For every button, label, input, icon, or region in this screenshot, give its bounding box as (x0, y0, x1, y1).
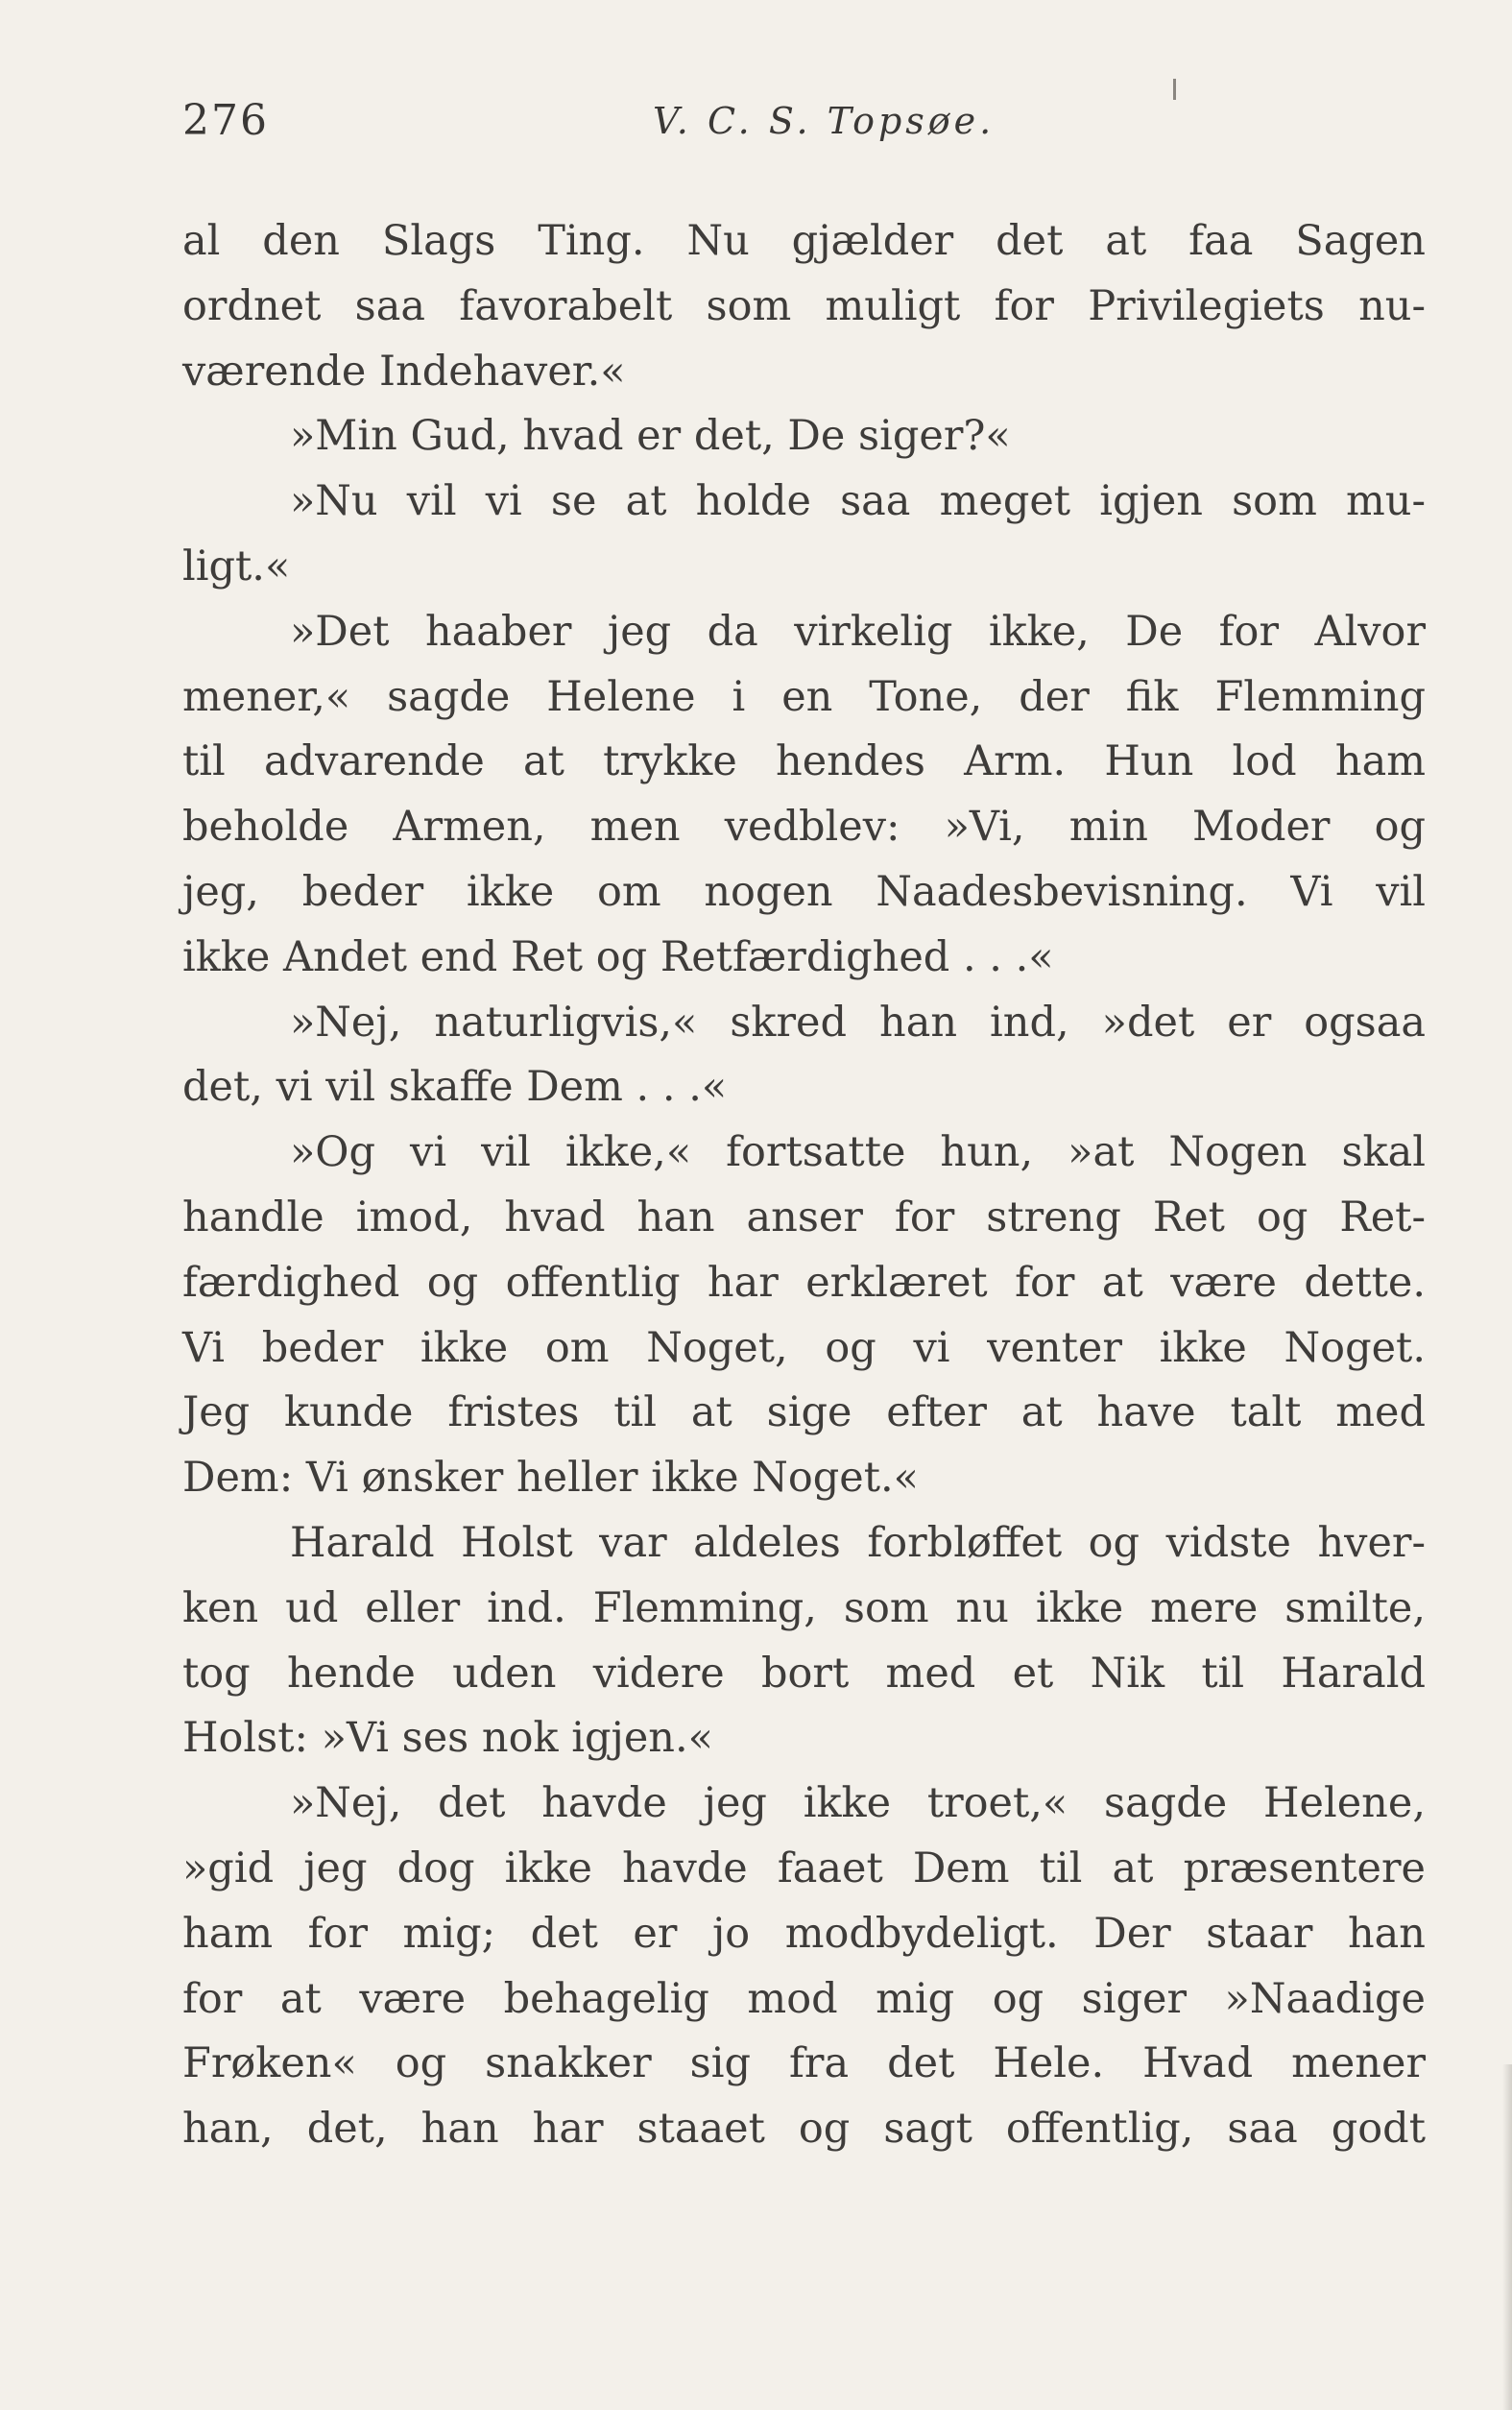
text-line: færdighed og offentlig har erklæret for at være dette. (182, 1258, 1426, 1307)
text-line: ikke Andet end Ret og Retfærdighed . . .« (182, 932, 1054, 981)
text-line: »Nu vil vi se at holde saa meget igjen som mu- (290, 477, 1426, 526)
text-line: han, det, han har staaet og sagt offentlig, saa godt (182, 2105, 1426, 2154)
print-mark (1173, 79, 1176, 100)
page-edge-shadow (1502, 2064, 1512, 2410)
text-line: beholde Armen, men vedblev: »Vi, min Moder og (182, 803, 1426, 852)
text-line: Holst: »Vi ses nok igjen.« (182, 1714, 713, 1763)
text-line: jeg, beder ikke om nogen Naadesbevisning. Vi vil (182, 867, 1426, 916)
text-line: handle imod, hvad han anser for streng Ret og Ret- (182, 1193, 1426, 1241)
text-line: »Min Gud, hvad er det, De siger?« (290, 412, 1011, 461)
text-line: tog hende uden videre bort med et Nik til Harald (182, 1649, 1426, 1698)
page-header (182, 96, 1426, 154)
text-line: ham for mig; det er jo modbydeligt. Der staar han (182, 1909, 1426, 1958)
text-line: Harald Holst var aldeles forbløffet og vidste hver- (290, 1518, 1426, 1567)
text-line: mener,« sagde Helene i en Tone, der fik Flemming (182, 672, 1426, 721)
text-line: til advarende at trykke hendes Arm. Hun lod ham (182, 737, 1426, 786)
text-line: »Det haaber jeg da virkelig ikke, De for Alvor (290, 607, 1426, 656)
text-line: værende Indehaver.« (182, 347, 626, 396)
text-line: ken ud eller ind. Flemming, som nu ikke mere smilte, (182, 1583, 1426, 1632)
text-line: ligt.« (182, 542, 291, 590)
text-line: Dem: Vi ønsker heller ikke Noget.« (182, 1454, 919, 1503)
text-line: Jeg kunde fristes til at sige efter at have talt med (182, 1388, 1426, 1437)
body-text (182, 209, 1426, 2162)
text-line: »gid jeg dog ikke havde faaet Dem til at præsentere (182, 1844, 1426, 1892)
page-number: 276 (182, 96, 269, 145)
text-line: »Nej, det havde jeg ikke troet,« sagde Helene, (290, 1779, 1426, 1828)
text-line: »Og vi vil ikke,« fortsatte hun, »at Nogen skal (290, 1128, 1426, 1177)
text-line: Vi beder ikke om Noget, og vi venter ikke Noget. (182, 1323, 1426, 1372)
text-line: ordnet saa favorabelt som muligt for Privilegiets nu- (182, 281, 1426, 330)
text-line: »Nej, naturligvis,« skred han ind, »det er ogsaa (290, 998, 1426, 1047)
text-line: Frøken« og snakker sig fra det Hele. Hvad mener (182, 2039, 1426, 2088)
text-line: al den Slags Ting. Nu gjælder det at faa Sagen (182, 217, 1426, 265)
text-line: for at være behagelig mod mig og siger »Naadige (182, 1974, 1426, 2023)
text-line: det, vi vil skaffe Dem . . .« (182, 1063, 728, 1112)
running-head: V. C. S. Topsøe. (653, 100, 996, 142)
